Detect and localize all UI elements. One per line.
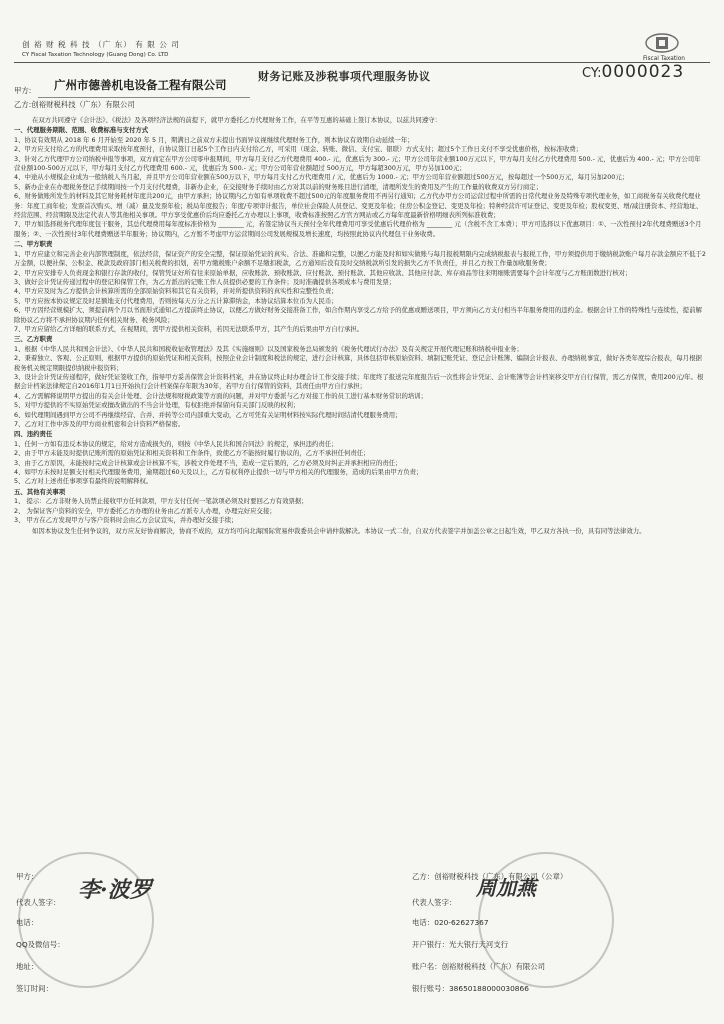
party-a-name: 广州市德善机电设备工程有限公司 xyxy=(54,78,227,92)
section-2-item: 2、甲方应安排专人负责现金和银行存款的收付，保管凭证好所有往来原始单据，应收账款、预收账款、应付账款、预付账款、其他应收款、其他应付款、库存商品等往来明细账需要每个会计年度与乙方账面数进行核对； xyxy=(14,268,632,277)
section-2-item: 3、做好会计凭证传递过程中的登记和保管工作，为乙方派出的记账工作人员提供必要的工作条件；及时准确提供各项成本与费用发票； xyxy=(14,277,396,286)
section-1-item: 1、协议有效期从 2018 年 6 月开始至 2020 年 5 月，期满日之前双方未提出书面异议视继续代理财务工作，则本协议有效期自动延续一年； xyxy=(14,135,414,144)
party-a-seal xyxy=(18,852,154,988)
party-b-company: 创裕财税科技（广东）有限公司（公章） xyxy=(434,872,568,881)
section-3-item: 6、如代理期间遇到甲方公司不再继续经营、合并、并转等公司内部重大变动，乙方可凭有关证明材料按实际代理时间结清代理服务费用； xyxy=(14,410,402,419)
section-3-item: 5、对甲方提供的不实原始凭证或擅改做出的不当会计处理，有权拒绝并保留向有关部门反映的权利； xyxy=(14,401,300,410)
section-4-item: 4、如甲方未按时足额支付相关代理服务费用，逾期超过60天及以上，乙方有权利停止提供一切与甲方相关的代理服务，造成的后果由甲方负责； xyxy=(14,468,423,477)
document-title: 财务记账及涉税事项代理服务协议 xyxy=(258,70,431,83)
logo-caption: Fiscal Taxation xyxy=(643,56,685,62)
section-2-item: 7、甲方应留给乙方详细的联系方式，在视期间，需甲方提供相关资料，若因无法联系甲方，其产生的后果由甲方自行承担。 xyxy=(14,324,364,333)
party-b-line xyxy=(14,100,135,109)
party-b-account-name-line xyxy=(412,962,545,971)
section-4-item: 5、乙方对上述责任事项享有最终的说明解释权。 xyxy=(14,477,153,486)
section-3-item: 1、根据《中华人民共和国会计法》、《中华人民共和国税收征收管理法》及其《实施细则》以及国家税务总局颁发的《税务代理试行办法》及有关规定开展代理记账和纳税申报业务； xyxy=(14,344,523,353)
section-1-item: 7、甲方如选择税务代理年度包干服务，其总代理费用每年度标准价格为 ________ 元，若签定协议当天预付全年代理费用可享受优惠后代理价格为 ________ 元（含税不含工本费）；甲方可选择以下优惠项目：①、一次性预付2年代理费赠送3个月服务；②、一次性预付3年代理费赠送半年服务；协议期内，乙方暂不考虑甲方运营期间公司发展规模及增长速度，均按照此协议内代理包干业务收费。 xyxy=(14,220,702,238)
party-a-underline xyxy=(38,97,250,98)
party-a-phone-label: 电话： xyxy=(16,918,39,927)
section-2-item: 1、甲方应建立和完善企业内部管理制度，依法经营，保证资产的安全完整，保证原始凭证的真实、合法、准确和完整，以便乙方能及时和如实做账与每月报税期限内完成纳税报表与报税工作，甲方须提供用于缴纳税款账户每月存款金额应不低于2万金额，以便社保、公积金、税款及政府部门相关税费的扣划，若甲方缴税账户余额不足缴扣税款，乙方通知后没有及时交纳税款所引发的损失乙方不负责任，并且乙方按工作量加收服务费； xyxy=(14,249,706,268)
section-5-item: 3、 甲方在乙方发现甲方与客户资料时会由乙方会议宣实，并办理好交接手续； xyxy=(14,516,238,525)
party-a-qq-label: QQ及微信号： xyxy=(16,940,65,949)
party-b-signature: 周加燕 xyxy=(476,876,536,900)
company-name-cn: 创 裕 财 税 科 技 （广 东） 有 限 公 司 xyxy=(22,40,180,49)
party-a-rep-label: 代表人签字： xyxy=(16,898,61,907)
party-b-phone-label: 电话： xyxy=(412,918,435,927)
party-b-account-no-line xyxy=(412,984,529,993)
section-3-item: 4、乙方需解释说明甲方提出的有关会计处理、会计法规和财税政策等方面的问题，并对甲方委派与乙方对接工作的员工进行基本财务常识的培训； xyxy=(14,391,428,400)
party-a-address-label: 地址： xyxy=(16,962,39,971)
section-3-item: 7、乙方对工作中涉及的甲方商业机密和会计资料严格保密。 xyxy=(14,420,185,428)
company-logo-icon xyxy=(643,32,681,54)
section-1-heading: 一、代理服务期限、范围、收费标准与支付方式 xyxy=(14,126,149,135)
section-2-item: 6、甲方因经营规模扩大、须提前两个月以书面形式通知乙方提前终止协议，以便乙方做好财务交接准备工作，如合作期内享受乙方给予的优惠或赠送项目，甲方须向乙方支付相当半年服务费用的违约金。根据会计工作的特殊性与连续性，提前解除协议乙方将不承担协议期内任何相关财务、税务风险； xyxy=(14,306,702,324)
serial-number xyxy=(582,62,685,82)
serial-prefix: CY: xyxy=(582,66,602,81)
party-b-phone: 020-62627367 xyxy=(434,918,489,927)
section-4-item: 3、由于乙方原因，未能按时完成会计核算或会计核算不实，涉税文件处理不当，造成一定后果的，乙方必须及时纠正并承担相应的责任； xyxy=(14,458,402,467)
agreement-body xyxy=(14,116,706,537)
party-b-account-name: 创裕财税科技（广东）有限公司 xyxy=(441,962,546,971)
section-1-item: 3、针对乙方代理甲方公司纳税申报等事项，双方商定在甲方公司零申报期间，甲方每月支付乙方代理费用 400.- 元，优惠后为 300.- 元；甲方公司年营业额100万元以下，甲方每月支付乙方代理费用 500.- 元，优惠后为 400.- 元；甲方公司年营业额100-500万元以下，甲方每月支付乙方代理费用 600.- 元，优惠后为 500.- 元；甲方公司年营业额超过 500万元，甲方每超300万元，甲方另加100元； xyxy=(14,154,701,173)
party-b-name: 创裕财税科技（广东）有限公司 xyxy=(31,100,135,109)
party-b-rep-label: 代表人签字： xyxy=(412,898,457,907)
party-a-label: 甲方: xyxy=(14,86,32,95)
section-5-item: 1、 提示：乙方非财务人员禁止接收甲方任何款项，甲方支付任何一笔款项必须及时要回乙方有效票据； xyxy=(14,497,308,506)
section-2-heading: 二、甲方职责 xyxy=(14,240,53,249)
party-b-phone-line xyxy=(412,918,489,927)
party-b-bank: 光大银行天河支行 xyxy=(448,940,509,949)
section-4-heading: 四、违约责任 xyxy=(14,430,53,439)
party-b-account-name-label: 账户名： xyxy=(412,962,442,971)
party-b-sign-label: 乙方： xyxy=(412,872,435,881)
closing-clause: 如因本协议发生任何争议的，双方应友好协商解决，协商不成的，双方均可向北海国际贸易仲裁委员会申请仲裁解决。本协议一式二份，自双方代表签字并加盖公章之日起生效，甲乙双方各执一份，具有同等法律效力。 xyxy=(32,527,646,536)
section-5-item: 2、 为保证客户资料的安全，甲方委托乙方办理的业务由乙方派专人办理，办理完好应交接； xyxy=(14,506,276,515)
section-4-item: 1、任何一方如有违反本协议的规定，给对方造成损失的，则按《中华人民共和国合同法》的规定，承担违约责任； xyxy=(14,439,338,448)
serial-digits: 0000023 xyxy=(601,62,685,82)
party-b-bank-label: 开户银行： xyxy=(412,940,449,949)
party-b-account-no: 38650188000030866 xyxy=(448,984,529,993)
party-a-date-label: 签订时间： xyxy=(16,984,53,993)
section-3-item: 3、设计会计凭证传递程序，做好凭证签收工作，指导甲方妥善保管会计资料档案，并在协议终止时办理会计工作交接手续；年度终了报送完年度报告后一次性将会计凭证、会计账簿等会计档案移交甲方自行保管，需乙方保管，费用200元/年。根据会计档案法律规定自2016年1月1日开始执行会计档案保存年限为30年，若甲方自行保管的资料，其责任由甲方自行承担； xyxy=(14,372,704,391)
section-1-item: 2、甲方应支付给乙方的代理费用采取按年度预付，自协议签订日起5个工作日内支付给乙方，可采用（现金、转账、微信、支付宝、银联）方式支付；超过5个工作日支付不享受优惠价格，按标准收费； xyxy=(14,145,583,154)
section-1-item: 4、中途从小规模企业成为一般纳税人当月起，并且甲方公司年营业额在500万以下，甲方每月支付乙方代理费用 / 元，优惠后为 1000.- 元；甲方公司年营业额超过500万元，按每超过一个500万元，每月另加200元； xyxy=(14,173,629,182)
section-2-item: 4、甲方应及时为乙方提供会计核算所需的全部原始资料和其它有关资料，并对所提供资料的真实性和完整性负责； xyxy=(14,287,338,296)
party-a-sign-label: 甲方： xyxy=(16,872,39,881)
section-1-item: 5、新办企业在办理税务登记手续期间按一个月支付代理费，非新办企业，在交接财务手续时由乙方对其以前的财务账目进行清理，清理所发生的费用及产生的工作量的收费双方另行商定； xyxy=(14,182,543,191)
preamble: 在双方共同遵守《会计法》、《税法》及各项经济法规的前提下，就甲方委托乙方代理财务工作，在平等互惠的基础上签订本协议，以兹共同遵守： xyxy=(32,116,441,124)
section-4-item: 2、由于甲方未能及时提供记账所需的原始凭证和相关资料和工作条件，致使乙方不能按时履行协议的，乙方不承担任何责任； xyxy=(14,449,370,458)
section-5-heading: 五、其他有关事项 xyxy=(14,487,66,496)
section-3-heading: 三、乙方职责 xyxy=(14,335,53,344)
section-3-item: 2、秉着独立、客观、公正原则，根据甲方提供的原始凭证和相关资料，按照企业会计制度和税法的规定，进行会计核算，具体包括审核原始资料、填制记账凭证、登记会计账簿、编制会计报表、办理纳税事宜，做好各类年度综合报表，每月根据税务机关规定期限提供纳税申报资料； xyxy=(14,354,702,372)
section-1-item: 6、财务做账所发生的材料及其它财务耗材年度共200元，由甲方承担；协议期内乙方如有单项收费不超过500元的年度服务费用不再另行通知；乙方代办甲方公司运营过程中所需的日常代理业务及特殊专项代理业务，如工商税务有关收费代理业务：年度工商年检；发票首次购买、增（减）量及发票年检；税局年度报告；年度/专项审计报告，单位社会保险人员登记、变更及年检；住房公积金登记、变更及年检；特种经营许可证登记、变更及年检；股权变更、增/减注册资本、经营地址、经营范围、经营期限及法定代表人等其他相关事项。甲方享受优惠价后均应委托乙方办理以上事项，收费标准按照乙方官方网站或乙方每年度最新价格明细表所列标准收费； xyxy=(14,192,703,220)
party-b-bank-line xyxy=(412,940,508,949)
party-b-account-no-label: 银行账号： xyxy=(412,984,449,993)
party-a-signature: 李·波罗 xyxy=(78,877,152,903)
company-name-en: CY Fiscal Taxation Technology (Guang Dong) Co. LTD xyxy=(22,52,169,58)
party-b-label: 乙方: xyxy=(14,100,32,109)
section-2-item: 5、甲方应按本协议规定及时足额地支付代理费用，否则按每天万分之五计算滞纳金，本协议结算本位币为人民币； xyxy=(14,296,338,305)
